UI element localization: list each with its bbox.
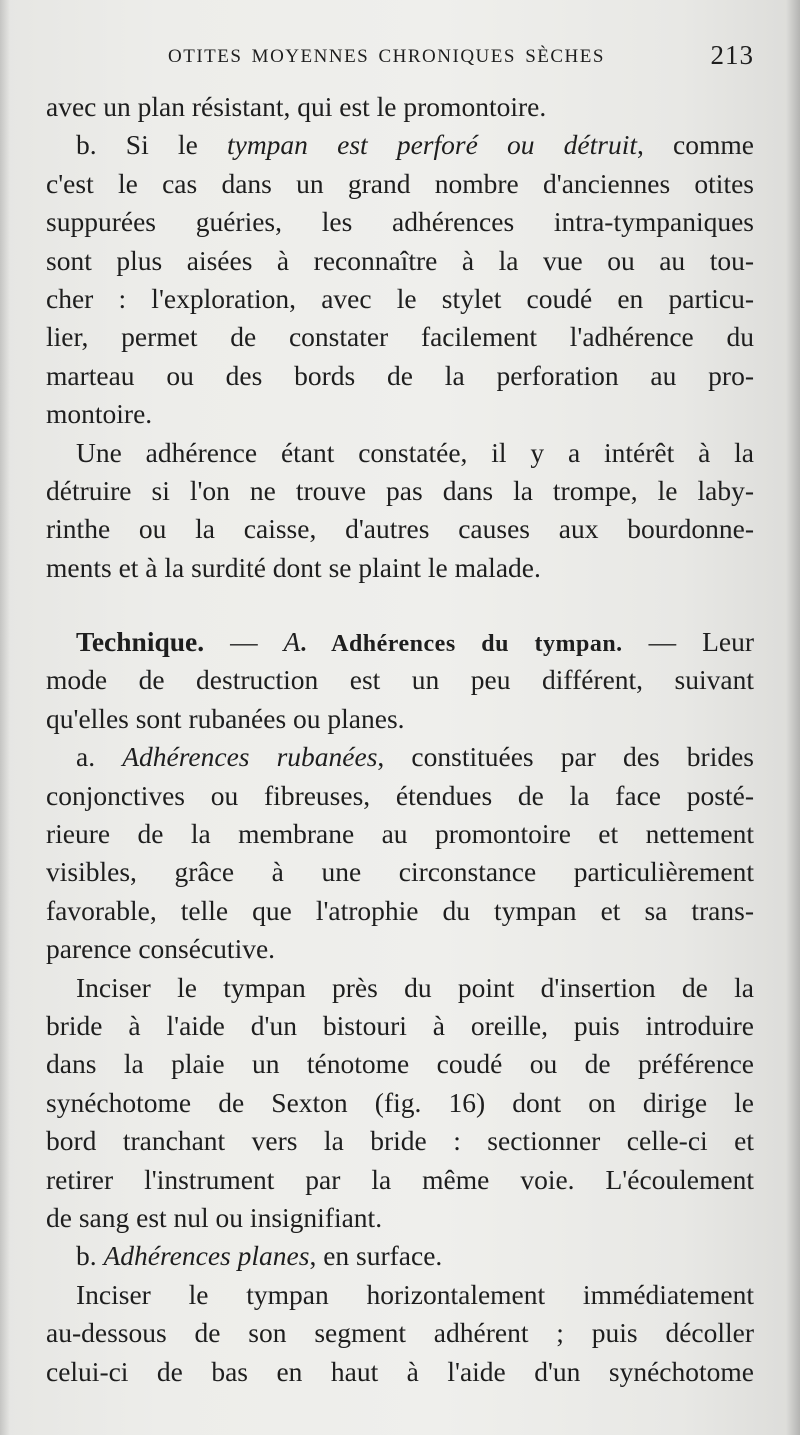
subsection-heading: . Adhérences du tympan. [300,631,623,658]
paragraph-inciser-1 [46,969,754,1238]
text-line: de sang est nul ou insignifiant. [46,1201,383,1233]
paragraph-2 [46,126,754,433]
text-line [46,126,754,164]
text-run: , en surface. [309,1240,443,1272]
text-line [46,1237,754,1275]
section-gap [46,587,754,623]
italic-phrase: tympan est perforé ou détruit [226,129,637,161]
em-dash: — [204,626,284,658]
paragraph-planes [46,1237,754,1275]
text-line: mode de destruction est un peu différent, suivant [46,664,754,696]
text-line: au-dessous de son segment adhérent ; puis décoller [46,1317,754,1349]
text-line: cher : l'exploration, avec le stylet coudé en particu- [46,282,754,314]
text-line: rinthe ou la caisse, d'autres causes aux bourdonne- [46,513,754,545]
paragraph-technique [46,623,754,738]
text-line: Inciser le tympan près du point d'insertion de la [76,971,754,1003]
text-line: visibles, grâce à une circonstance particulièrement [46,856,754,888]
text-run: a. [76,741,123,773]
paragraph-rubanees [46,738,754,968]
text-line: détruire si l'on ne trouve pas dans la trompe, le laby- [46,474,754,506]
text-line: lier, permet de constater facilement l'adhérence du [46,321,754,353]
text-run: b. [76,1240,104,1272]
page-header [150,38,760,74]
text-run: b. Si le [76,129,227,161]
text-line: montoire. [46,398,153,430]
text-line [46,738,754,776]
text-line: celui-ci de bas en haut à l'aide d'un synéchotome [46,1355,754,1387]
text-line: synéchotome de Sexton (fig. 16) dont on dirige le [46,1086,754,1118]
text-line: sont plus aisées à reconnaître à la vue ou au tou- [46,244,754,276]
text-line: c'est le cas dans un grand nombre d'anciennes otites [46,167,754,199]
text-line: avec un plan résistant, qui est le promontoire. [46,91,547,122]
paragraph-3 [46,434,754,588]
text-line: marteau ou des bords de la perforation au pro- [46,359,754,391]
text-line: retirer l'instrument par la même voie. L'écoulement [46,1163,754,1195]
paragraph-inciser-2 [46,1276,754,1391]
text-line: dans la plaie un ténotome coudé ou de préférence [46,1048,754,1080]
text-line: favorable, telle que l'atrophie du tympan et sa trans- [46,894,754,926]
text-line: qu'elles sont rubanées ou planes. [46,702,405,734]
italic-phrase: Adhérences planes [103,1240,310,1272]
text-line: bride à l'aide d'un bistouri à oreille, puis introduire [46,1009,754,1041]
text-line: Une adhérence étant constatée, il y a intérêt à la [76,436,754,468]
section-heading: Technique. [76,626,205,658]
text-run: , comme [637,129,755,161]
text-line: bord tranchant vers la bride : sectionner celle-ci et [46,1125,754,1157]
italic-phrase: Adhérences rubanées [122,741,378,773]
section-heading-line [46,623,754,661]
paragraph-1 [46,88,754,126]
text-line: Inciser le tympan horizontalement immédiatement [76,1278,754,1310]
text-run: — Leur [622,626,755,658]
text-line: conjonctives ou fibreuses, étendues de la face posté- [46,779,754,811]
body-text [46,88,754,1391]
text-line: suppurées guéries, les adhérences intra-tympaniques [46,206,754,238]
text-line: rieure de la membrane au promontoire et nettement [46,818,754,850]
page-number: 213 [710,40,754,70]
text-line: ments et à la surdité dont se plaint le malade. [46,551,541,583]
subsection-letter: A [283,626,301,658]
text-run: , constituées par des brides [377,741,754,773]
running-title: OTITES MOYENNES CHRONIQUES SÈCHES [168,46,605,67]
text-line: parence consécutive. [46,933,276,965]
